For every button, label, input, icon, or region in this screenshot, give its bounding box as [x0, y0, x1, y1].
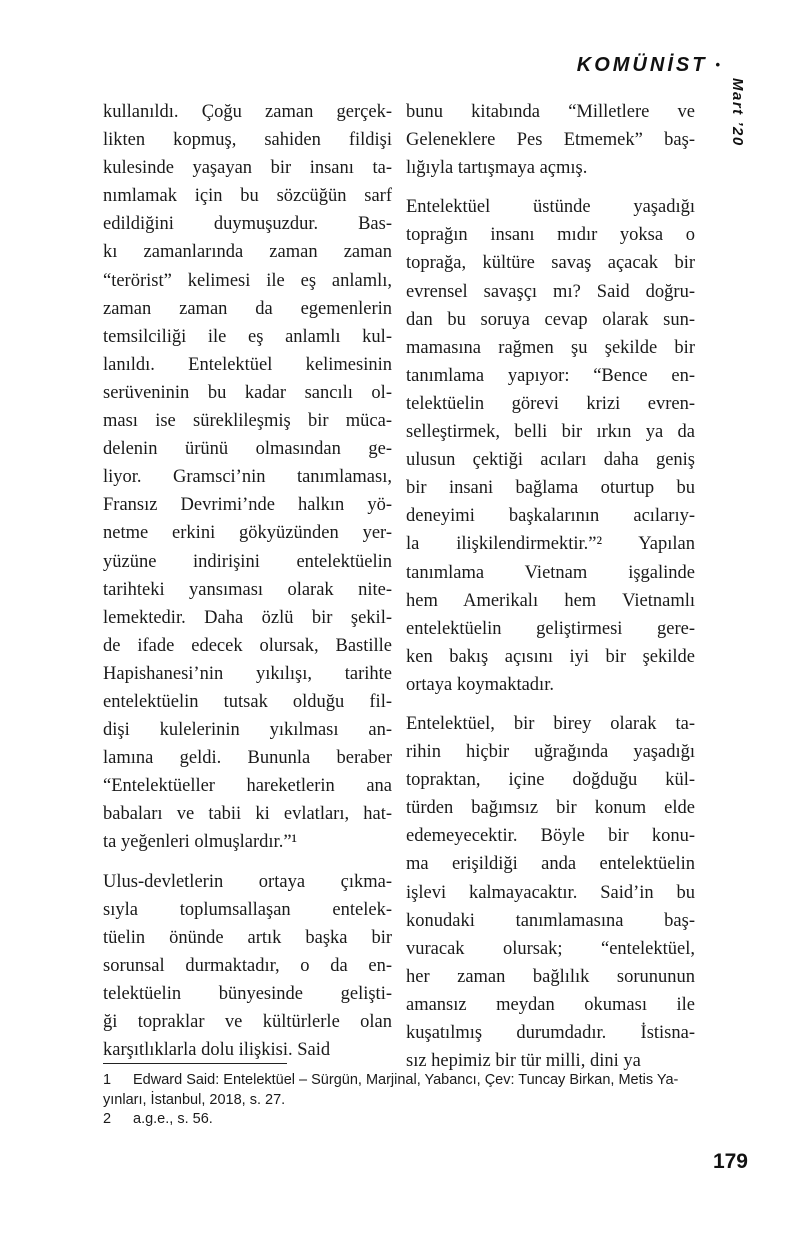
paragraph [103, 98, 392, 857]
text-line: vuracak olursak; “entelektüel, [406, 938, 695, 959]
text-line: edildiğini duymuşuzdur. Bas- [103, 214, 392, 235]
text-line: yüzüne indirişini entelektüelin [103, 551, 392, 572]
text-line: toprağın insanı mıdır yoksa o [406, 225, 695, 246]
text-line: de ifade edecek olursak, Bastille [103, 635, 392, 656]
text-line: Entelektüel üstünde yaşadığı [406, 197, 695, 218]
text-line: temsilciliği ile eş anlamlı kul- [103, 326, 392, 347]
text-line: türden bağımsız bir konum elde [406, 798, 695, 819]
text-line: kulesinde yaşayan bir insanı ta- [103, 158, 392, 179]
masthead-bullet-icon: • [715, 57, 720, 72]
footnote-number: 2 [103, 1111, 112, 1127]
footnote [103, 1110, 695, 1130]
text-line: entelektüelin geliştirmesi gere- [406, 618, 695, 639]
text-line: sorunsal durmaktadır, o da en- [103, 955, 392, 976]
text-line: serüveninin bu kadar sancılı ol- [103, 382, 392, 403]
text-line: tarihteki yansıması olarak nite- [103, 579, 392, 600]
footnote-separator [103, 1063, 287, 1064]
text-line: netme erkini gökyüzünden yer- [103, 523, 392, 544]
text-line: “Entelektüeller hareketlerin ana [103, 776, 392, 797]
text-line: telektüelin bünyesinde gelişti- [103, 983, 392, 1004]
text-line: edemeyecektir. Böyle bir konu- [406, 826, 695, 847]
text-line: ması ise süreklileşmiş bir müca- [103, 411, 392, 432]
text-line: tanımlama yapıyor: “Bence en- [406, 365, 695, 386]
footnote-list [103, 1071, 695, 1130]
text-line: selleştirmek, belli bir ırkın ya da [406, 422, 695, 443]
text-line: kullanıldı. Çoğu zaman gerçek- [103, 102, 392, 122]
text-line: lamına geldi. Bununla beraber [103, 748, 392, 769]
text-line: Fransız Devrimi’nde halkın yö- [103, 495, 392, 516]
text-line: lığıyla tartışmaya açmış. [406, 158, 588, 179]
issue-date: Mart ’20 [729, 78, 746, 147]
footnote-text: a.g.e., s. 56. [133, 1111, 213, 1127]
text-line: rihin hiçbir uğrağında yaşadığı [406, 742, 695, 763]
footnote-text: Edward Said: Entelektüel – Sürgün, Marjinal, Yabancı, Çev: Tuncay Birkan, Metis Ya- [133, 1072, 679, 1088]
text-line: sız hepimiz bir tür milli, dini ya [406, 1051, 641, 1072]
footnote [103, 1071, 695, 1091]
text-line: Entelektüel, bir birey olarak ta- [406, 713, 695, 734]
text-line: Hapishanesi’nin yıkılışı, tarihte [103, 663, 392, 684]
text-line: ği topraklar ve kültürlerle olan [103, 1012, 392, 1032]
text-line: amansız meydan okuması ile [406, 994, 695, 1015]
footnotes-section [103, 1063, 695, 1130]
text-line: “terörist” kelimesi ile eş anlamlı, [103, 270, 392, 291]
text-line: mamasına rağmen şu şekilde bir [406, 337, 695, 358]
text-line: dişi kulelerinin yıkılması an- [103, 720, 392, 741]
text-line: bunu kitabında “Milletlere ve [406, 102, 695, 122]
text-line: tanımlama Vietnam işgalinde [406, 562, 695, 583]
text-line: delenin ürünü olmasından ge- [103, 439, 392, 460]
text-line: topraktan, içine doğduğu kül- [406, 770, 695, 791]
magazine-title: KOMÜNİST [576, 54, 708, 76]
text-line: konudaki tanımlamasına baş- [406, 910, 695, 931]
text-line: dan bu soruya cevap olarak sun- [406, 309, 695, 330]
text-line: babaları ve tabii ki evlatları, hat- [103, 804, 392, 825]
text-line: lemektedir. Daha özlü bir şekil- [103, 607, 392, 628]
text-line: ken bakış açısını iyi bir şekilde [406, 646, 695, 667]
text-line: entelektüelin tutsak olduğu fil- [103, 691, 392, 712]
left-column [103, 98, 392, 1086]
right-column [406, 98, 695, 1086]
text-line: evrensel savaşçı mı? Said doğru- [406, 281, 695, 302]
text-line: Geleneklere Pes Etmemek” baş- [406, 130, 695, 151]
text-line: hem Amerikalı hem Vietnamlı [406, 590, 695, 611]
text-line: telektüelin görevi krizi evren- [406, 393, 695, 414]
text-line: kı zamanlarında zaman zaman [103, 242, 392, 263]
text-line: karşıtlıklarla dolu ilişkisi. Said [103, 1040, 331, 1061]
footnote-text-continued: yınları, İstanbul, 2018, s. 27. [103, 1091, 286, 1108]
text-line: kuşatılmış durumdadır. İstisna- [406, 1023, 695, 1043]
text-line: zaman zaman da egemenlerin [103, 298, 392, 319]
text-line: sıyla toplumsallaşan entelek- [103, 899, 392, 920]
text-line: liyor. Gramsci’nin tanımlaması, [103, 467, 392, 488]
text-line: ulusun çektiği acıları daha geniş [406, 450, 695, 471]
text-line: toprağa, kültüre savaş açacak bir [406, 253, 695, 274]
text-line: likten kopmuş, sahiden fildişi [103, 130, 392, 151]
paragraph [406, 193, 695, 699]
page-header [577, 54, 720, 77]
text-line: ma erişildiği anda entelektüelin [406, 854, 695, 875]
text-line: ta yeğenleri olmuşlardır.”¹ [103, 832, 298, 853]
text-line: bir insani bağlama oturtup bu [406, 478, 695, 499]
paragraph [406, 98, 695, 182]
paragraph [406, 710, 695, 1075]
text-line: tüelin önünde artık başka bir [103, 927, 392, 948]
paragraph [103, 868, 392, 1065]
text-line: deneyimi başkalarının acılarıy- [406, 506, 695, 527]
text-line: ortaya koymaktadır. [406, 674, 554, 695]
text-line: nımlamak için bu sözcüğün sarf [103, 186, 392, 207]
text-line: la ilişkilendirmektir.”² Yapılan [406, 534, 695, 555]
page-number: 179 [712, 1150, 748, 1173]
footnote-number: 1 [103, 1072, 112, 1088]
text-line: her zaman bağlılık sorununun [406, 966, 695, 987]
article-body [103, 98, 695, 1086]
text-line: Ulus-devletlerin ortaya çıkma- [103, 871, 392, 892]
text-line: işlevi kalmayacaktır. Said’in bu [406, 882, 695, 903]
text-line: lanıldı. Entelektüel kelimesinin [103, 354, 392, 375]
